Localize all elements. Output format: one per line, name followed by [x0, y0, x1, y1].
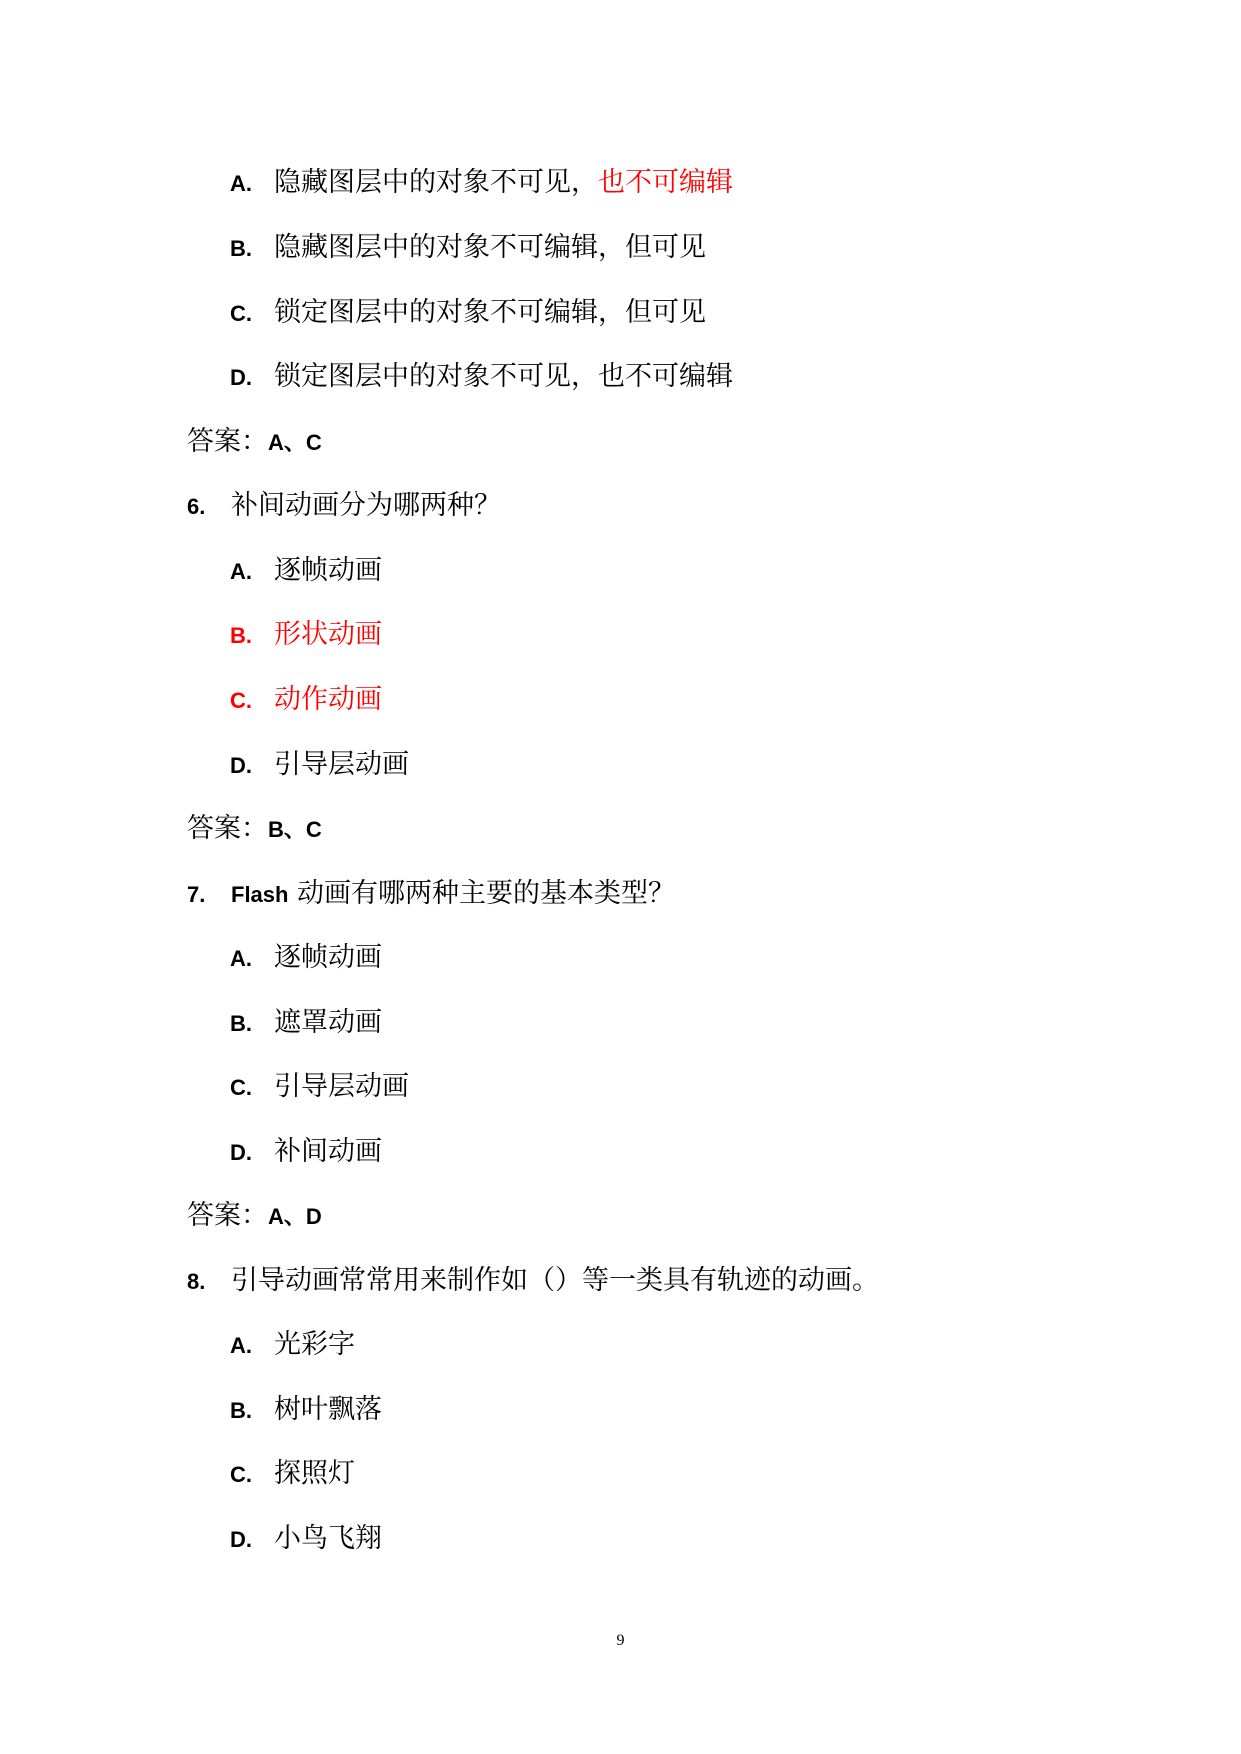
option-label: A. — [230, 946, 252, 971]
q7-option-a — [230, 938, 382, 979]
question-number: 8. — [187, 1269, 206, 1294]
option-label: A. — [230, 171, 252, 196]
q8-option-b — [230, 1390, 382, 1431]
option-text: 逐帧动画 — [274, 942, 382, 973]
answer-value: B、C — [268, 817, 322, 842]
option-label: D. — [230, 753, 252, 778]
question-text: 补间动画分为哪两种？ — [231, 490, 501, 521]
question-keyword: Flash — [231, 882, 289, 907]
q5-answer — [187, 422, 322, 463]
q7-option-b — [230, 1003, 382, 1044]
answer-value: A、D — [268, 1204, 322, 1229]
answer-prefix: 答案： — [187, 1200, 268, 1231]
answer-prefix: 答案： — [187, 426, 268, 457]
q8-option-a — [230, 1325, 355, 1366]
q5-option-d — [230, 357, 733, 398]
option-label: A. — [230, 1333, 252, 1358]
option-text: 锁定图层中的对象不可编辑，但可见 — [274, 297, 706, 328]
option-text: 锁定图层中的对象不可见，也不可编辑 — [274, 361, 733, 392]
option-text: 补间动画 — [274, 1136, 382, 1167]
option-text-highlighted: 也不可编辑 — [598, 167, 733, 198]
q5-option-b — [230, 228, 706, 269]
option-label: B. — [230, 1011, 252, 1036]
q6-option-b — [230, 615, 382, 656]
option-label: C. — [230, 301, 252, 326]
option-text: 引导层动画 — [274, 749, 409, 780]
option-text: 动作动画 — [274, 684, 382, 715]
q6-question — [187, 486, 501, 527]
q5-option-c — [230, 293, 706, 334]
option-text: 遮罩动画 — [274, 1007, 382, 1038]
q6-answer — [187, 809, 322, 850]
option-label: C. — [230, 1075, 252, 1100]
question-number: 6. — [187, 494, 206, 519]
option-text: 小鸟飞翔 — [274, 1523, 382, 1554]
question-text: 引导动画常常用来制作如（）等一类具有轨迹的动画。 — [231, 1265, 879, 1296]
option-label: B. — [230, 623, 252, 648]
option-label: C. — [230, 1462, 252, 1487]
q7-option-c — [230, 1067, 409, 1108]
q5-option-a — [230, 163, 733, 204]
q7-answer — [187, 1196, 322, 1237]
option-label: B. — [230, 236, 252, 261]
option-text: 隐藏图层中的对象不可见， — [274, 167, 598, 198]
option-text: 引导层动画 — [274, 1071, 409, 1102]
q6-option-c — [230, 680, 382, 721]
option-text: 形状动画 — [274, 619, 382, 650]
question-text: 动画有哪两种主要的基本类型？ — [288, 878, 676, 909]
option-text: 光彩字 — [274, 1329, 355, 1360]
option-text: 探照灯 — [274, 1458, 355, 1489]
option-label: A. — [230, 559, 252, 584]
answer-prefix: 答案： — [187, 813, 268, 844]
q8-option-c — [230, 1454, 355, 1495]
q6-option-d — [230, 745, 409, 786]
option-label: C. — [230, 688, 252, 713]
q6-option-a — [230, 551, 382, 592]
option-label: D. — [230, 1140, 252, 1165]
q8-question — [187, 1261, 879, 1302]
q7-option-d — [230, 1132, 382, 1173]
q7-question — [187, 874, 675, 915]
q8-option-d — [230, 1519, 382, 1560]
option-label: D. — [230, 365, 252, 390]
option-text: 隐藏图层中的对象不可编辑，但可见 — [274, 232, 706, 263]
option-label: B. — [230, 1398, 252, 1423]
question-number: 7. — [187, 882, 206, 907]
option-text: 树叶飘落 — [274, 1394, 382, 1425]
page-number: 9 — [616, 1632, 625, 1649]
answer-value: A、C — [268, 430, 322, 455]
option-text: 逐帧动画 — [274, 555, 382, 586]
option-label: D. — [230, 1527, 252, 1552]
